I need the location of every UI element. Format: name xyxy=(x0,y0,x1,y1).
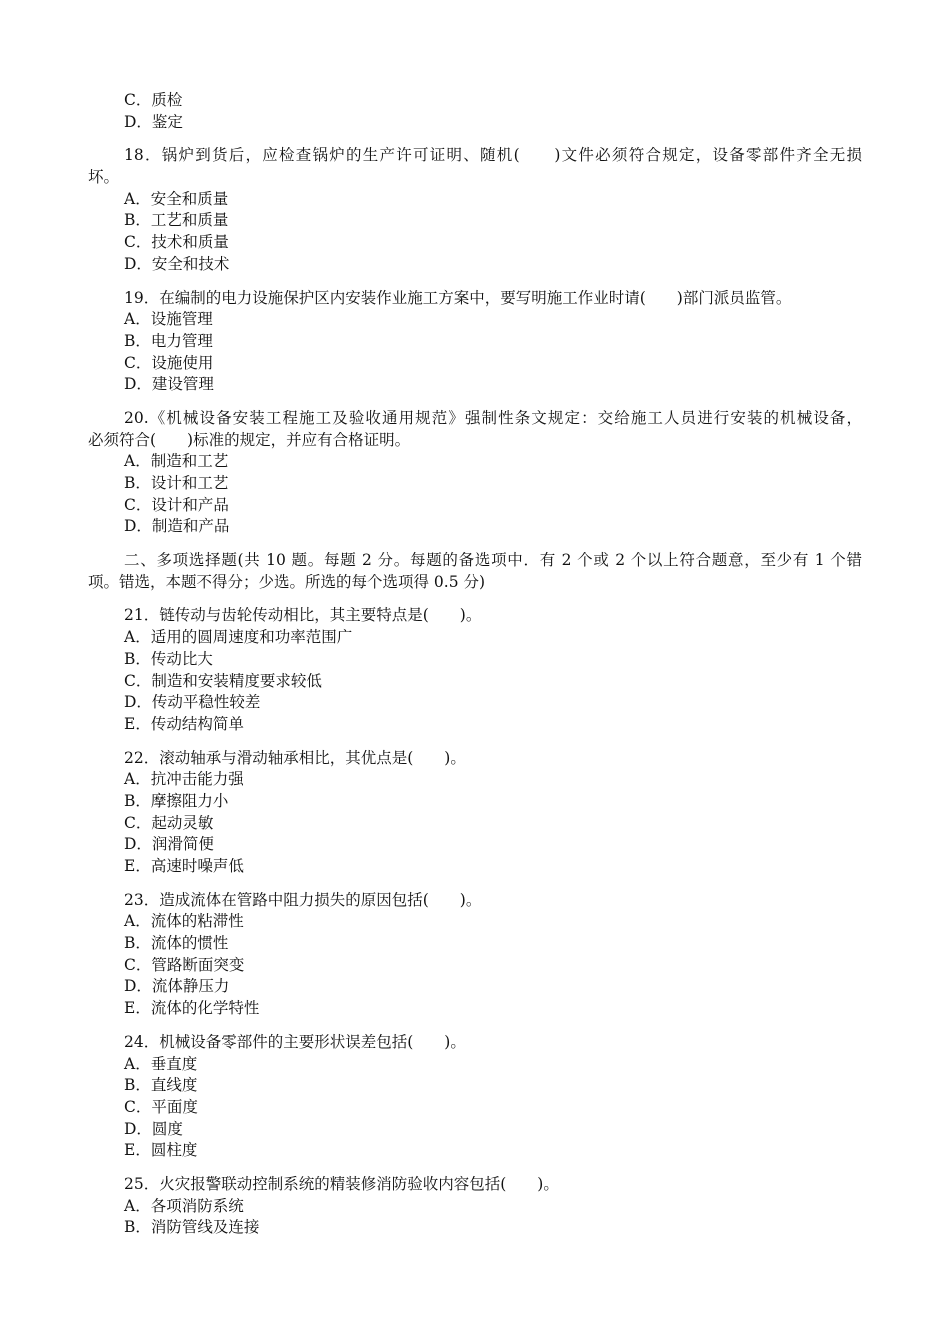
question-continuation: 坏。 xyxy=(88,168,120,187)
answer-option: C．技术和质量 xyxy=(124,233,229,252)
answer-option: A．各项消防系统 xyxy=(124,1196,244,1215)
answer-option: A．流体的粘滞性 xyxy=(124,912,244,931)
answer-option: A．设施管理 xyxy=(124,310,213,329)
answer-option: C．管路断面突变 xyxy=(124,955,245,974)
question-stem: 24．机械设备零部件的主要形状误差包括( )。 xyxy=(124,1032,466,1051)
answer-option: A．安全和质量 xyxy=(124,189,229,208)
question-stem: 23．造成流体在管路中阻力损失的原因包括( )。 xyxy=(124,890,482,909)
question-stem: 25．火灾报警联动控制系统的精装修消防验收内容包括( )。 xyxy=(124,1174,559,1193)
answer-option: B．电力管理 xyxy=(124,331,213,350)
answer-option: C．制造和安装精度要求较低 xyxy=(124,671,322,690)
question-stem: 21．链传动与齿轮传动相比，其主要特点是( )。 xyxy=(124,606,482,625)
answer-option: A．制造和工艺 xyxy=(124,452,229,471)
answer-option: B．流体的惯性 xyxy=(124,934,229,953)
answer-option: D．制造和产品 xyxy=(124,517,230,536)
answer-option: A．垂直度 xyxy=(124,1054,198,1073)
question-stem: 22．滚动轴承与滑动轴承相比，其优点是( )。 xyxy=(124,748,466,767)
answer-option: D．润滑简便 xyxy=(124,835,214,854)
answer-option: E．圆柱度 xyxy=(124,1141,198,1160)
answer-option: B．设计和工艺 xyxy=(124,474,229,492)
answer-option: C．设计和产品 xyxy=(124,495,229,514)
answer-option: A．适用的圆周速度和功率范围广 xyxy=(124,628,353,647)
answer-option: D．传动平稳性较差 xyxy=(124,693,261,712)
answer-option: A．抗冲击能力强 xyxy=(124,770,244,789)
question-continuation: 项。错选，本题不得分；少选。所选的每个选项得 0.5 分) xyxy=(88,572,486,591)
answer-option: B．消防管线及连接 xyxy=(124,1218,260,1237)
answer-option: C．质检 xyxy=(124,91,183,109)
answer-option: D．建设管理 xyxy=(124,375,214,394)
answer-option: C．平面度 xyxy=(124,1097,198,1116)
question-stem: 18．锅炉到货后，应检查锅炉的生产许可证明、随机( )文件必须符合规定，设备零部件齐全无损 xyxy=(124,146,862,165)
answer-option: B．摩擦阻力小 xyxy=(124,791,229,810)
question-stem: 20.《机械设备安装工程施工及验收通用规范》强制性条文规定：交给施工人员进行安装的机械设备， xyxy=(124,408,862,427)
answer-option: D．圆度 xyxy=(124,1119,183,1138)
answer-option: B．直线度 xyxy=(124,1076,198,1095)
answer-option: E．高速时噪声低 xyxy=(124,857,244,875)
question-continuation: 必须符合( )标准的规定，并应有合格证明。 xyxy=(88,430,411,449)
answer-option: B．工艺和质量 xyxy=(124,211,229,230)
answer-option: D．流体静压力 xyxy=(124,977,230,996)
answer-option: D．鉴定 xyxy=(124,112,183,131)
answer-option: B．传动比大 xyxy=(124,649,213,668)
answer-option: D．安全和技术 xyxy=(124,254,230,273)
document-page xyxy=(88,90,862,1239)
answer-option: E．传动结构简单 xyxy=(124,714,244,733)
question-stem: 二、多项选择题(共 10 题。每题 2 分。每题的备选项中．有 2 个或 2 个以上符合题意，至少有 1 个错 xyxy=(124,551,862,570)
answer-option: C．起动灵敏 xyxy=(124,813,214,832)
answer-option: C．设施使用 xyxy=(124,353,214,372)
question-stem: 19．在编制的电力设施保护区内安装作业施工方案中，要写明施工作业时请( )部门派员监管。 xyxy=(124,288,792,307)
answer-option: E．流体的化学特性 xyxy=(124,999,260,1018)
